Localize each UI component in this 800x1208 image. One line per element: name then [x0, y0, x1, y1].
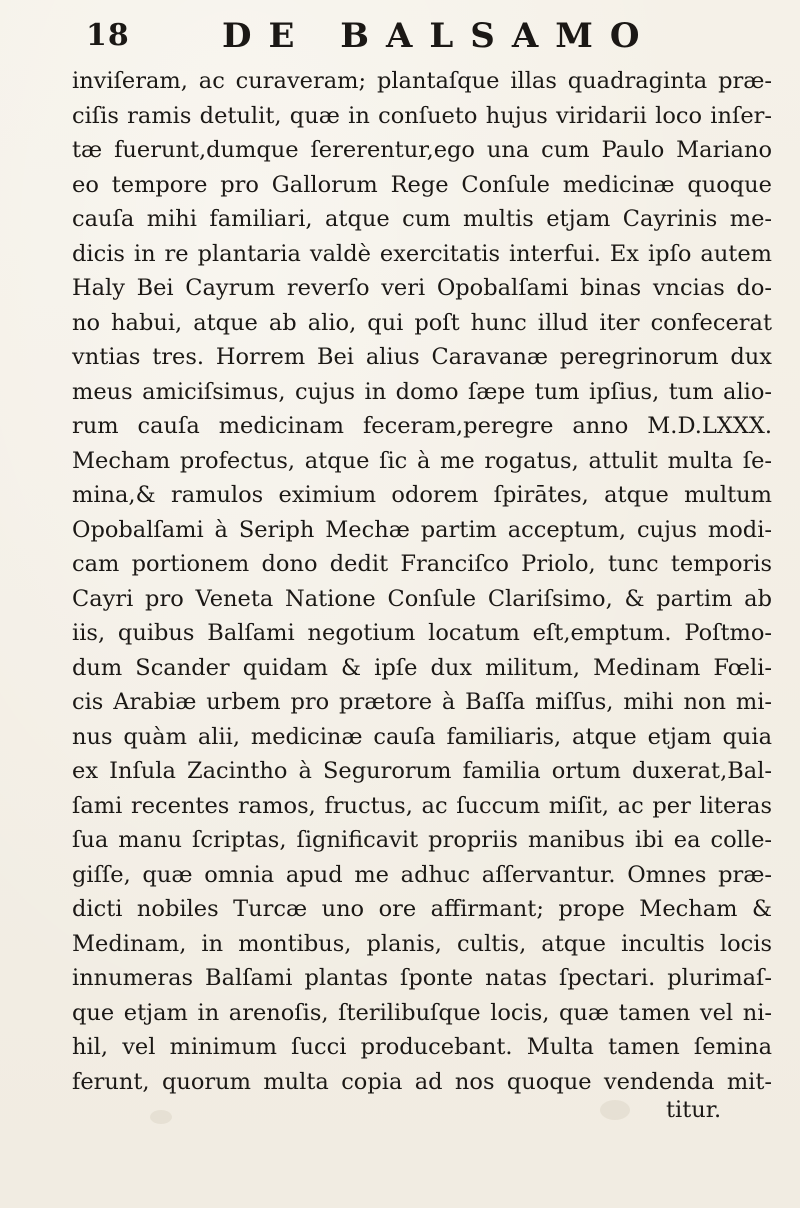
text-line: dicti nobiles Turcæ uno ore affirmant; prope Mecham &	[72, 896, 772, 922]
text-line: Haly Bei Cayrum reverſo veri Opobalſami binas vncias do-	[72, 275, 772, 301]
paper-stain	[150, 1110, 172, 1124]
text-line: innumeras Balſami plantas ſponte natas ſpectari. plurimaſ-	[72, 965, 772, 991]
text-line: inviſeram, ac curaveram; plantaſque illas quadraginta præ-	[72, 68, 772, 94]
page-title: DE BALSAMO	[222, 16, 657, 56]
text-line: vntias tres. Horrem Bei alius Caravanæ peregrinorum dux	[72, 344, 772, 370]
text-line: ferunt, quorum multa copia ad nos quoque vendenda mit-	[72, 1068, 772, 1095]
catchword: titur.	[666, 1097, 722, 1123]
text-line: mina,& ramulos eximium odorem ſpirātes, atque multum	[72, 482, 772, 508]
text-line: no habui, atque ab alio, qui poſt hunc illud iter confecerat	[72, 309, 772, 336]
paper-stain	[600, 1100, 630, 1120]
text-line: Medinam, in montibus, planis, cultis, atque incultis locis	[72, 930, 772, 957]
text-line: Cayri pro Veneta Natione Conſule Clariſsimo, & partim ab	[72, 585, 772, 612]
text-line: ciſis ramis detulit, quæ in conſueto hujus viridarii loco inſer-	[72, 102, 772, 129]
text-line: giſſe, quæ omnia apud me adhuc aſſervantur. Omnes præ-	[72, 861, 772, 888]
text-line: Mecham profectus, atque ſic à me rogatus, attulit multa ſe-	[72, 447, 772, 474]
text-line: Opobalſami à Seriph Mechæ partim acceptum, cujus modi-	[72, 516, 772, 543]
text-line: meus amiciſsimus, cujus in domo ſæpe tum ipſius, tum alio-	[72, 378, 772, 405]
text-line: cam portionem dono dedit Franciſco Priolo, tunc temporis	[72, 551, 772, 577]
text-line: ſami recentes ramos, fructus, ac ſuccum miſit, ac per literas	[72, 792, 772, 819]
text-line: ex Inſula Zacintho à Segurorum familia ortum duxerat,Bal-	[72, 758, 772, 784]
text-line: iis, quibus Balſami negotium locatum eſt,emptum. Poſtmo-	[72, 620, 772, 646]
running-head	[0, 14, 800, 60]
text-line: rum cauſa medicinam feceram,peregre anno M.D.LXXX.	[72, 413, 772, 439]
text-line: eo tempore pro Gallorum Rege Conſule medicinæ quoque	[72, 171, 772, 198]
text-line: hil, vel minimum ſucci producebant. Multa tamen ſemina	[72, 1034, 772, 1060]
page-number: 18	[86, 18, 130, 53]
text-line: que etjam in arenoſis, ſterilibuſque locis, quæ tamen vel ni-	[72, 999, 772, 1026]
text-body	[72, 64, 772, 1099]
text-line: ſua manu ſcriptas, ſignificavit propriis manibus ibi ea colle-	[72, 827, 772, 853]
text-line: cis Arabiæ urbem pro prætore à Baſſa miſſus, mihi non mi-	[72, 689, 772, 715]
text-line: cauſa mihi familiari, atque cum multis etjam Cayrinis me-	[72, 206, 772, 232]
text-line: dum Scander quidam & ipſe dux militum, Medinam Fœli-	[72, 654, 772, 681]
text-line: nus quàm alii, medicinæ cauſa familiaris, atque etjam quia	[72, 723, 772, 750]
text-line: dicis in re plantaria valdè exercitatis interfui. Ex ipſo autem	[72, 240, 772, 267]
text-line: tæ fuerunt,dumque ſererentur,ego una cum Paulo Mariano	[72, 137, 772, 163]
